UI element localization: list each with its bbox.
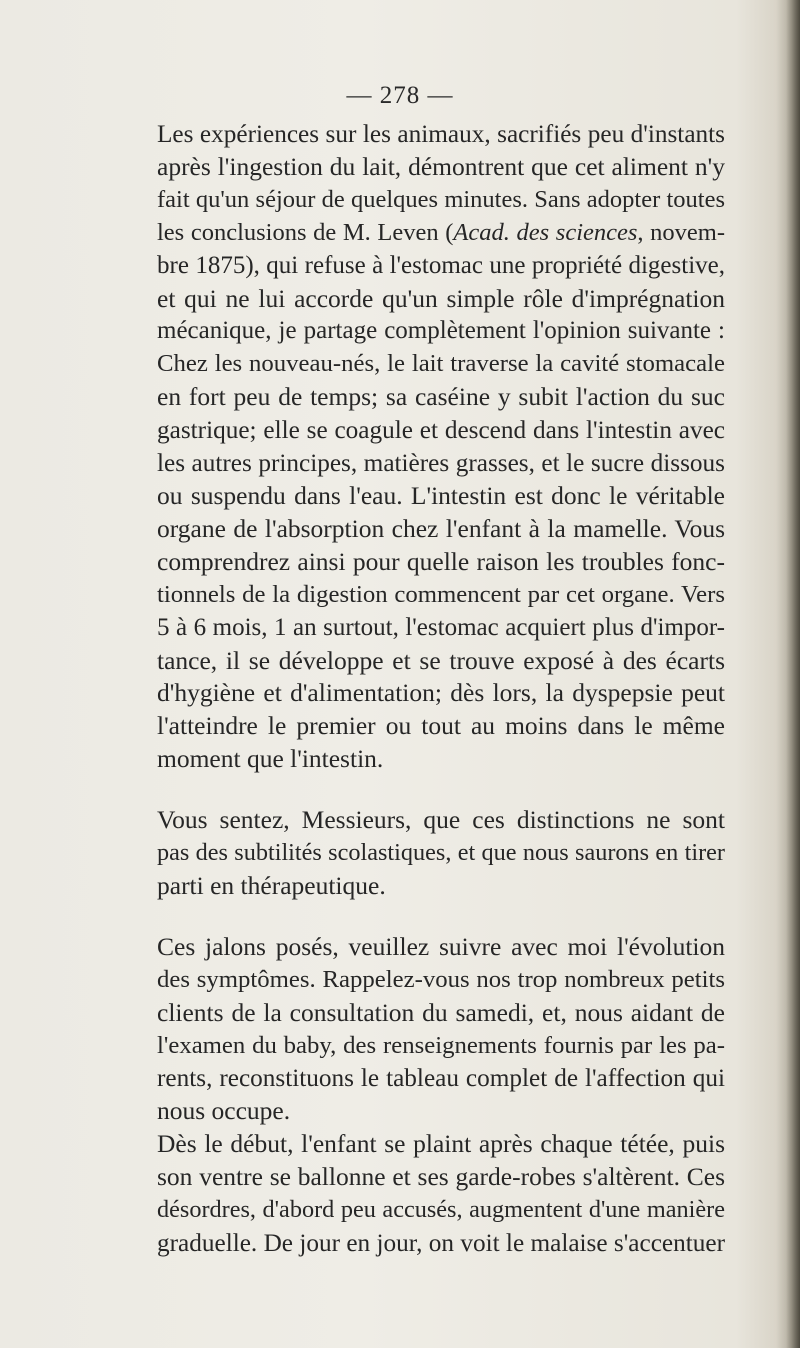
text-line: désordres, d'abord peu accusés, augmentent d'une manière [157,1196,725,1224]
text-line: moment que l'intestin. [157,744,384,774]
paragraph-4 [157,1128,725,1260]
text-line: après l'ingestion du lait, démontrent que cet aliment n'y [157,151,725,181]
text-line: son ventre se ballonne et ses garde-robes s'altèrent. Ces [157,1162,725,1192]
paragraph-3 [157,931,725,1128]
text-line: l'atteindre le premier ou tout au moins dans le même [157,711,725,741]
text-line: d'hygiène et d'alimentation; dès lors, la dyspepsie peut [157,678,725,708]
paragraph-spacing [157,776,725,804]
text-line: fait qu'un séjour de quelques minutes. Sans adopter toutes [157,185,725,213]
journal-reference: Acad. des sciences [453,218,638,246]
text-line: parti en thérapeutique. [157,870,386,900]
text-line: mécanique, je partage complètement l'opinion suivante : [157,317,725,345]
text-line: pas des subtilités scolastiques, et que nous saurons en tirer [157,839,725,867]
text-line: ou suspendu dans l'eau. L'intestin est donc le véritable [157,480,725,510]
text-line: Les expériences sur les animaux, sacrifiés peu d'instants [157,120,725,148]
text-line: l'examen du baby, des renseignements fournis par les pa- [157,1031,725,1059]
text-line: Dès le début, l'enfant se plaint après chaque tétée, puis [157,1129,725,1159]
page-number: — 278 — [346,82,454,109]
text-line: rents, reconstituons le tableau complet de l'affection qui [157,1064,725,1093]
text-line: Ces jalons posés, veuillez suivre avec moi l'évolution [157,931,725,961]
text-line: en fort peu de temps; sa caséine y subit l'action du suc [157,382,725,412]
text-line: bre 1875), qui refuse à l'estomac une propriété digestive, [157,251,725,279]
text-line: gastrique; elle se coagule et descend dans l'intestin avec [157,416,725,445]
body-text [157,118,725,1260]
text-line: clients de la consultation du samedi, et, nous aidant de [157,997,725,1027]
text-line: les autres principes, matières grasses, et le sucre dissous [157,449,725,478]
text-line: tionnels de la digestion commencent par cet organe. Vers [157,580,725,608]
paragraph-1 [157,118,725,776]
text-line: Chez les nouveau-nés, le lait traverse la cavité stomacale [157,350,725,378]
text-line: tance, il se développe et se trouve exposé à des écarts [157,645,725,675]
paragraph-2 [157,804,725,903]
text-line: et qui ne lui accorde qu'un simple rôle d'imprégnation [157,283,725,313]
text-line: organe de l'absorption chez l'enfant à la mamelle. Vous [157,513,725,543]
paragraph-spacing [157,903,725,931]
text-line: des symptômes. Rappelez-vous nos trop nombreux petits [157,965,725,993]
text-line: Vous sentez, Messieurs, que ces distinctions ne sont [157,805,725,835]
text-line: les conclusions de M. Leven (Acad. des sciences, novem- [157,218,726,246]
text-line: 5 à 6 mois, 1 an surtout, l'estomac acquiert plus d'impor- [157,613,725,641]
page-edge-shadow [786,0,800,1348]
text-line: graduelle. De jour en jour, on voit le malaise s'accentuer [157,1229,725,1257]
text-line: nous occupe. [157,1096,291,1126]
text-line: comprendrez ainsi pour quelle raison les troubles fonc- [157,546,725,576]
